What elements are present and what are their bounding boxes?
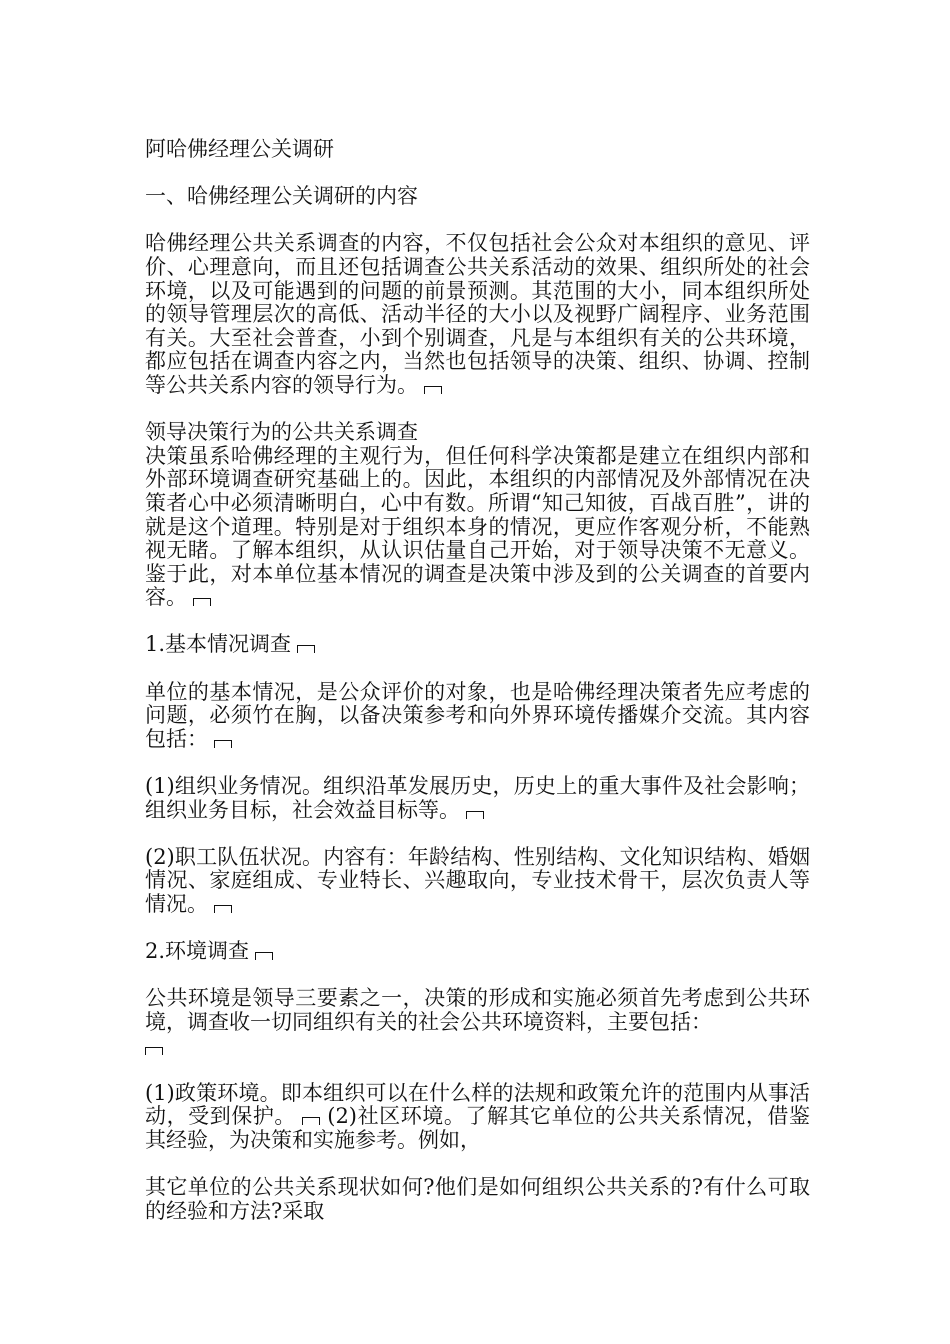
list-item: (1)组织业务情况。组织沿革发展历史，历史上的重大事件及社会影响；组织业务目标，社会效益目标等。	[145, 774, 810, 822]
paragraph-mark-icon	[302, 1117, 320, 1125]
heading-environment-survey: 2.环境调查	[145, 940, 810, 964]
paragraph-mark-icon	[466, 811, 484, 819]
list-item: (2)职工队伍状况。内容有：年龄结构、性别结构、文化知识结构、婚姻情况、家庭组成、专业特长、兴趣取向，专业技术骨干，层次负责人等情况。	[145, 844, 810, 916]
paragraph-decision: 决策虽系哈佛经理的主观行为，但任何科学决策都是建立在组织内部和外部环境调查研究基础上的。因此，本组织的内部情况及外部情况在决策者心中必须清晰明白，心中有数。所谓“知己知彼，百战百胜”，讲的就是这个道理。特别是对于组织本身的情况，更应作客观分析，不能熟视无睹。了解本组织，从认识估量自己开始，对于领导决策不无意义。鉴于此，对本单位基本情况的调查是决策中涉及到的公关调查的首要内容。	[145, 443, 810, 610]
paragraph-mark-icon	[193, 598, 211, 606]
list-item: (1)政策环境。即本组织可以在什么样的法规和政策允许的范围内从事活动，受到保护。 (2)社区环境。了解其它单位的公共关系情况，借鉴其经验，为决策和实施参考。例如，	[145, 1080, 810, 1152]
paragraph-last: 其它单位的公共关系现状如何?他们是如何组织公共关系的?有什么可取的经验和方法?采取	[145, 1175, 810, 1223]
paragraph-mark-icon	[214, 740, 232, 748]
paragraph-mark-icon	[297, 645, 315, 653]
paragraph-intro: 哈佛经理公共关系调查的内容，不仅包括社会公众对本组织的意见、评价、心理意向，而且还包括调查公共关系活动的效果、组织所处的社会环境，以及可能遇到的问题的前景预测。其范围的大小，同本组织所处的领导管理层次的高低、活动半径的大小以及视野广阔程序、业务范围有关。大至社会普查，小到个别调查，凡是与本组织有关的公共环境，都应包括在调查内容之内，当然也包括领导的决策、组织、协调、控制等公共关系内容的领导行为。	[145, 231, 810, 397]
paragraph-mark-icon	[255, 952, 273, 960]
document-body	[145, 138, 810, 1247]
paragraph-basic: 单位的基本情况，是公众评价的对象，也是哈佛经理决策者先应考虑的问题，必须竹在胸，以备决策参考和向外界环境传播媒介交流。其内容包括：	[145, 679, 810, 751]
heading-basic-survey: 1.基本情况调查	[145, 633, 810, 657]
paragraph-environment: 公共环境是领导三要素之一，决策的形成和实施必须首先考虑到公共环境，调查收一切同组织有关的社会公共环境资料，主要包括：	[145, 987, 810, 1058]
section-heading: 一、哈佛经理公关调研的内容	[145, 184, 418, 209]
paragraph-mark-icon	[424, 386, 442, 394]
paragraph-mark-icon	[145, 1047, 163, 1055]
paragraph-mark-icon	[214, 905, 232, 913]
document-title: 阿哈佛经理公关调研	[145, 137, 334, 161]
subheading-decision: 领导决策行为的公共关系调查	[145, 420, 418, 445]
